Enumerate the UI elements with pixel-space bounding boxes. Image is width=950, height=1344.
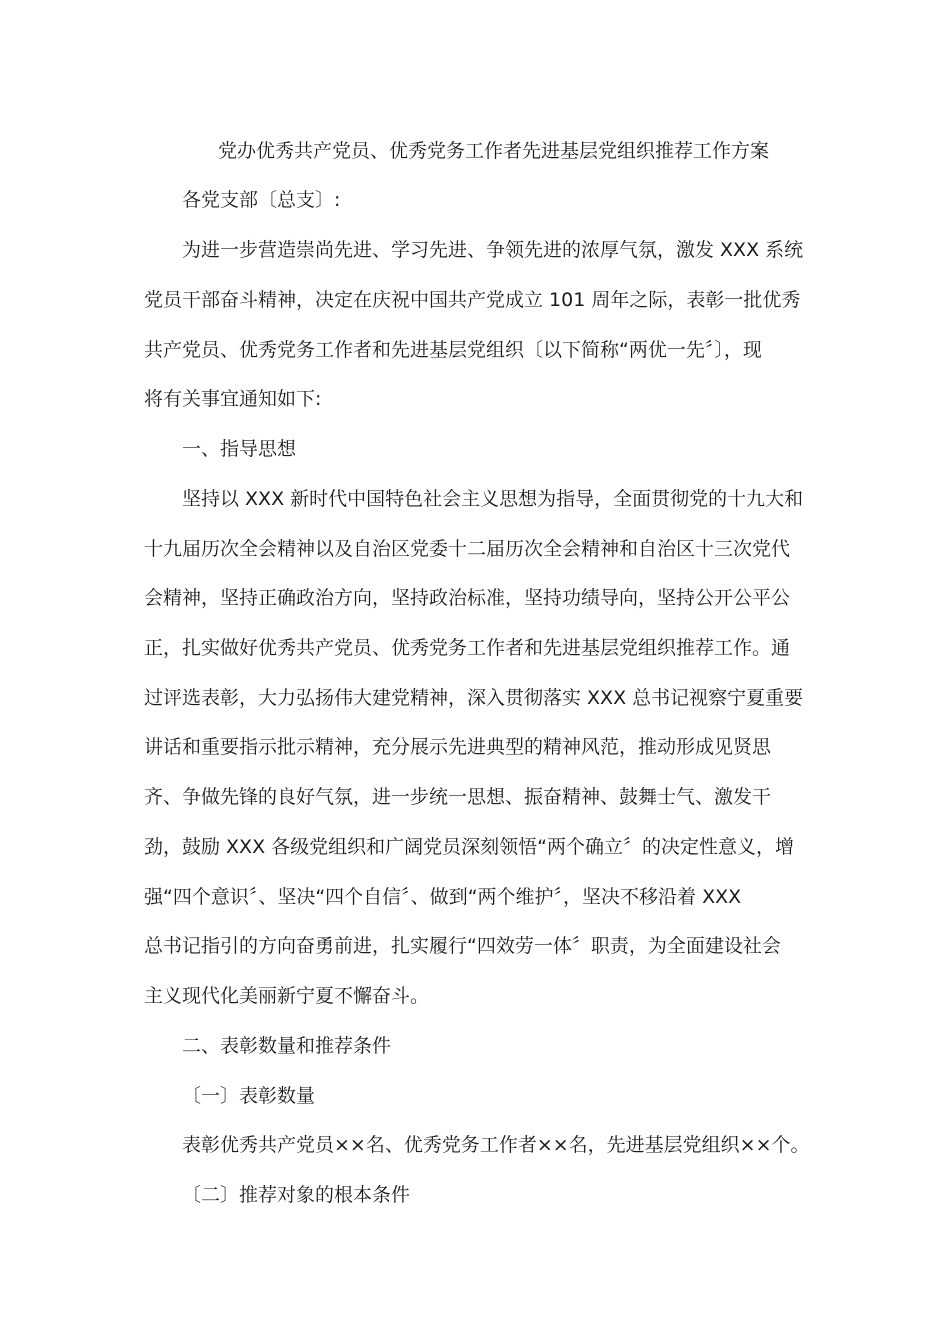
intro-line: 将有关事宜通知如下:: [144, 388, 322, 410]
subsection-heading-quantity: 〔一〕表彰数量: [182, 1085, 316, 1107]
body-line: 总书记指引的方向奋勇前进，扎实履行“四效劳一体〞职责，为全面建设社会: [144, 935, 781, 957]
body-line: 表彰优秀共产党员××名、优秀党务工作者××名，先进基层党组织××个。: [182, 1134, 810, 1156]
body-line: 强“四个意识〞、坚决“四个自信〞、做到“两个维护〞，坚决不移沿着 XXX: [144, 886, 742, 908]
body-line: 讲话和重要指示批示精神，充分展示先进典型的精神风范，推动形成见贤思: [144, 736, 772, 758]
intro-line: 共产党员、优秀党务工作者和先进基层党组织〔以下简称“两优一先〞〕，现: [144, 339, 762, 361]
body-line: 齐、争做先锋的良好气氛，进一步统一思想、振奋精神、鼓舞士气、激发干: [144, 786, 772, 808]
body-line: 正，扎实做好优秀共产党员、优秀党务工作者和先进基层党组织推荐工作。通: [144, 637, 791, 659]
body-line: 主义现代化美丽新宁夏不懈奋斗。: [144, 985, 430, 1007]
body-line: 过评选表彰，大力弘扬伟大建党精神，深入贯彻落实 XXX 总书记视察宁夏重要: [144, 687, 804, 709]
body-line: 劲，鼓励 XXX 各级党组织和广阔党员深刻领悟“两个确立〞的决定性意义，增: [144, 836, 794, 858]
section-heading-commendation: 二、表彰数量和推荐条件: [182, 1035, 392, 1057]
intro-line: 党员干部奋斗精神，决定在庆祝中国共产党成立 101 周年之际，表彰一批优秀: [144, 289, 801, 311]
section-heading-guiding-ideology: 一、指导思想: [182, 438, 297, 460]
subsection-heading-basic-conditions: 〔二〕推荐对象的根本条件: [182, 1184, 411, 1206]
body-line: 坚持以 XXX 新时代中国特色社会主义思想为指导，全面贯彻党的十九大和: [182, 488, 804, 510]
intro-line: 为进一步营造崇尚先进、学习先进、争领先进的浓厚气氛，激发 XXX 系统: [182, 239, 804, 261]
body-line: 会精神，坚持正确政治方向，坚持政治标准，坚持功绩导向，坚持公开公平公: [144, 587, 791, 609]
document-title: 党办优秀共产党员、优秀党务工作者先进基层党组织推荐工作方案: [218, 140, 770, 162]
salutation: 各党支部〔总支〕:: [182, 189, 341, 211]
body-line: 十九届历次全会精神以及自治区党委十二届历次全会精神和自治区十三次党代: [144, 538, 791, 560]
